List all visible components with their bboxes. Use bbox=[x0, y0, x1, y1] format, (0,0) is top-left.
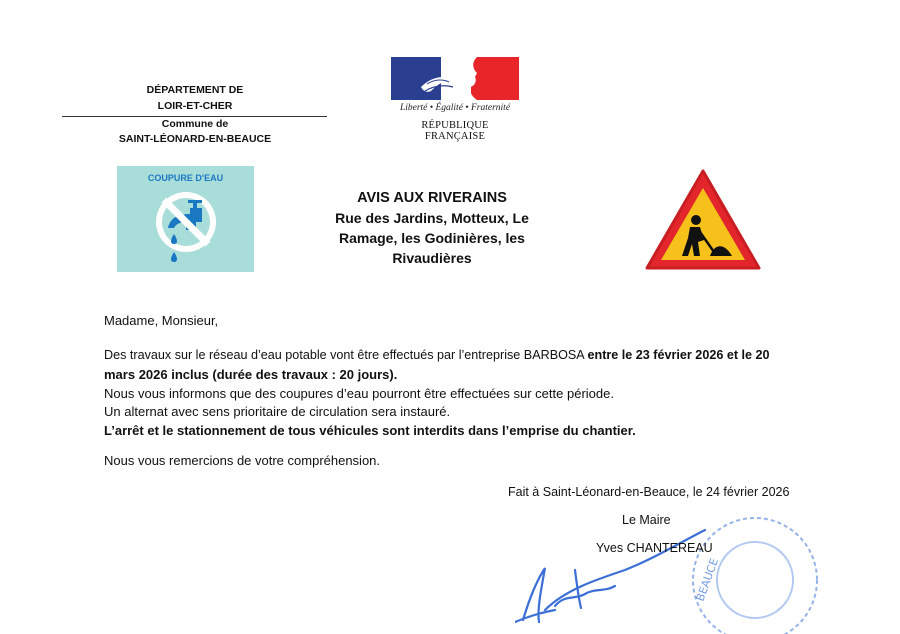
header-divider bbox=[62, 116, 327, 117]
traffic-info: Un alternat avec sens prioritaire de circulation sera instauré. bbox=[104, 404, 451, 419]
signatory-role: Le Maire bbox=[622, 513, 671, 527]
notice-title-line2: Rue des Jardins, Motteux, Le bbox=[335, 210, 529, 226]
works-description: Des travaux sur le réseau d’eau potable vont être effectués par l’entreprise BARBOSA bbox=[104, 348, 588, 362]
salutation: Madame, Monsieur, bbox=[104, 313, 219, 328]
water-cut-info: Nous vous informons que des coupures d’eau pourront être effectuées sur cette période. bbox=[104, 386, 614, 401]
closing-line: Nous vous remercions de votre compréhension. bbox=[104, 453, 381, 468]
parking-ban: L’arrêt et le stationnement de tous véhicules sont interdits dans l’emprise du chantier. bbox=[104, 423, 636, 438]
works-dates: entre le 23 février 2026 et le 20 bbox=[587, 348, 770, 362]
works-duration: mars 2026 inclus (durée des travaux : 20 jours). bbox=[104, 367, 398, 382]
republic-name: RÉPUBLIQUE FRANÇAISE bbox=[421, 120, 489, 142]
notice-title bbox=[300, 188, 564, 268]
republic-motto: Liberté • Égalité • Fraternité bbox=[399, 103, 511, 113]
water-cut-label: COUPURE D'EAU bbox=[147, 173, 224, 183]
paragraph-line1 bbox=[104, 346, 770, 365]
commune-line2: SAINT-LÉONARD-EN-BEAUCE bbox=[118, 133, 272, 145]
notice-title-line3: Ramage, les Godinières, les bbox=[339, 230, 525, 246]
svg-text:BEAUCE: BEAUCE bbox=[693, 556, 722, 604]
notice-title-line4: Rivaudières bbox=[392, 250, 472, 266]
signatory-name: Yves CHANTEREAU bbox=[596, 541, 713, 555]
notice-title-line1: AVIS AUX RIVERAINS bbox=[357, 190, 507, 206]
water-cut-pictogram bbox=[117, 166, 254, 272]
commune-line1: Commune de bbox=[161, 118, 229, 130]
department-line2: LOIR-ET-CHER bbox=[157, 100, 233, 112]
no-water-tap-icon bbox=[150, 186, 222, 268]
department-line1: DÉPARTEMENT DE bbox=[146, 84, 244, 96]
roadworks-warning-icon bbox=[644, 168, 762, 272]
place-and-date: Fait à Saint-Léonard-en-Beauce, le 24 février 2026 bbox=[508, 485, 790, 499]
marianne-logo bbox=[391, 57, 519, 100]
signature-and-stamp bbox=[515, 510, 825, 634]
